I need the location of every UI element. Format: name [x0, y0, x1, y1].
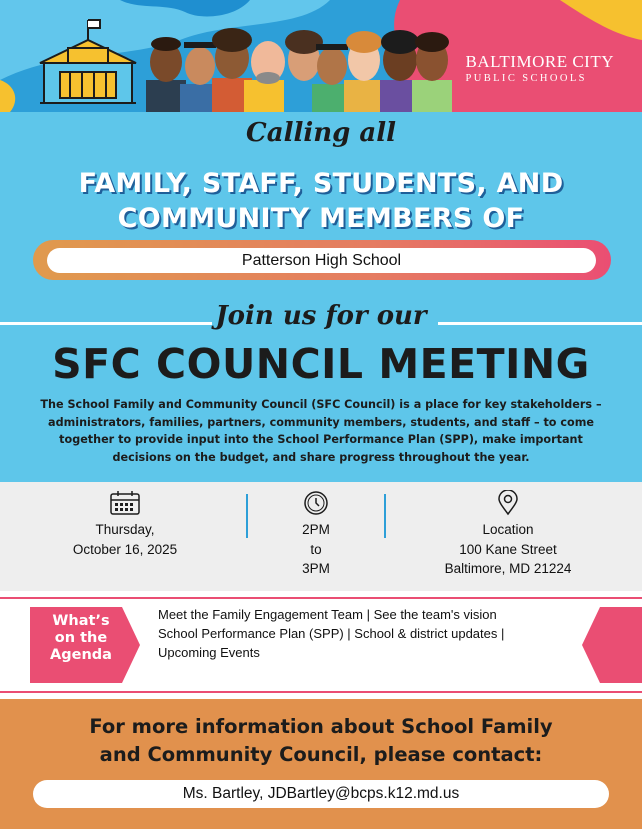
- brand-logo: [465, 52, 614, 84]
- location-label: Location: [482, 522, 534, 537]
- school-name: Patterson High School: [47, 248, 596, 273]
- agenda-tag: [0, 599, 140, 691]
- detail-separator: [384, 494, 386, 538]
- school-name-banner: [33, 240, 611, 280]
- date-line1: Thursday,: [95, 522, 155, 537]
- location-pin-icon: [497, 490, 519, 516]
- people-illustration: [146, 28, 452, 112]
- date-line2: October 16, 2025: [72, 541, 178, 557]
- header-banner: [0, 0, 642, 112]
- contact-section: [0, 699, 642, 829]
- time-to: to: [310, 541, 322, 557]
- time-block: [276, 490, 356, 579]
- audience-headline-line2: COMMUNITY MEMBERS OF: [117, 203, 525, 234]
- agenda-section: [0, 597, 642, 693]
- agenda-item: Upcoming Events: [158, 645, 260, 660]
- detail-separator: [246, 494, 248, 538]
- agenda-label: What’s on the Agenda: [50, 613, 112, 663]
- contact-heading-line2: and Community Council, please contact:: [99, 743, 543, 766]
- audience-headline-line1: FAMILY, STAFF, STUDENTS, AND: [78, 168, 564, 199]
- meeting-description: The School Family and Community Council (SFC Council) is a place for key stakeholders – administrators, families, partners, community members, students, and staff – to come together to provide input into the School Performance Plan (SPP), make important decisions on the budget, and share progress throughout the year.: [40, 398, 602, 464]
- calendar-icon: [109, 490, 141, 516]
- clock-icon: [303, 490, 329, 516]
- meeting-details: [0, 482, 642, 591]
- location-city: Baltimore, MD 21224: [444, 561, 572, 576]
- agenda-item: School Performance Plan (SPP) | School & district updates |: [158, 626, 505, 641]
- location-block: [418, 490, 598, 579]
- calling-all-heading: Calling all: [246, 118, 396, 148]
- time-start: 2PM: [302, 522, 330, 537]
- brand-subtitle: PUBLIC SCHOOLS: [465, 73, 587, 84]
- meeting-title: SFC COUNCIL MEETING: [52, 340, 590, 388]
- location-street: 100 Kane Street: [459, 541, 557, 557]
- date-block: [60, 490, 190, 559]
- agenda-right-shape: [582, 599, 642, 691]
- agenda-item: Meet the Family Engagement Team | See the team's vision: [158, 607, 497, 622]
- join-us-heading: Join us for our: [215, 301, 427, 331]
- contact-info[interactable]: Ms. Bartley, JDBartley@bcps.k12.md.us: [33, 780, 609, 808]
- agenda-items: [158, 605, 578, 662]
- contact-heading: [0, 713, 642, 769]
- time-end: 3PM: [302, 561, 330, 576]
- contact-heading-line1: For more information about School Family: [89, 715, 553, 738]
- brand-name: BALTIMORE CITY: [465, 52, 614, 71]
